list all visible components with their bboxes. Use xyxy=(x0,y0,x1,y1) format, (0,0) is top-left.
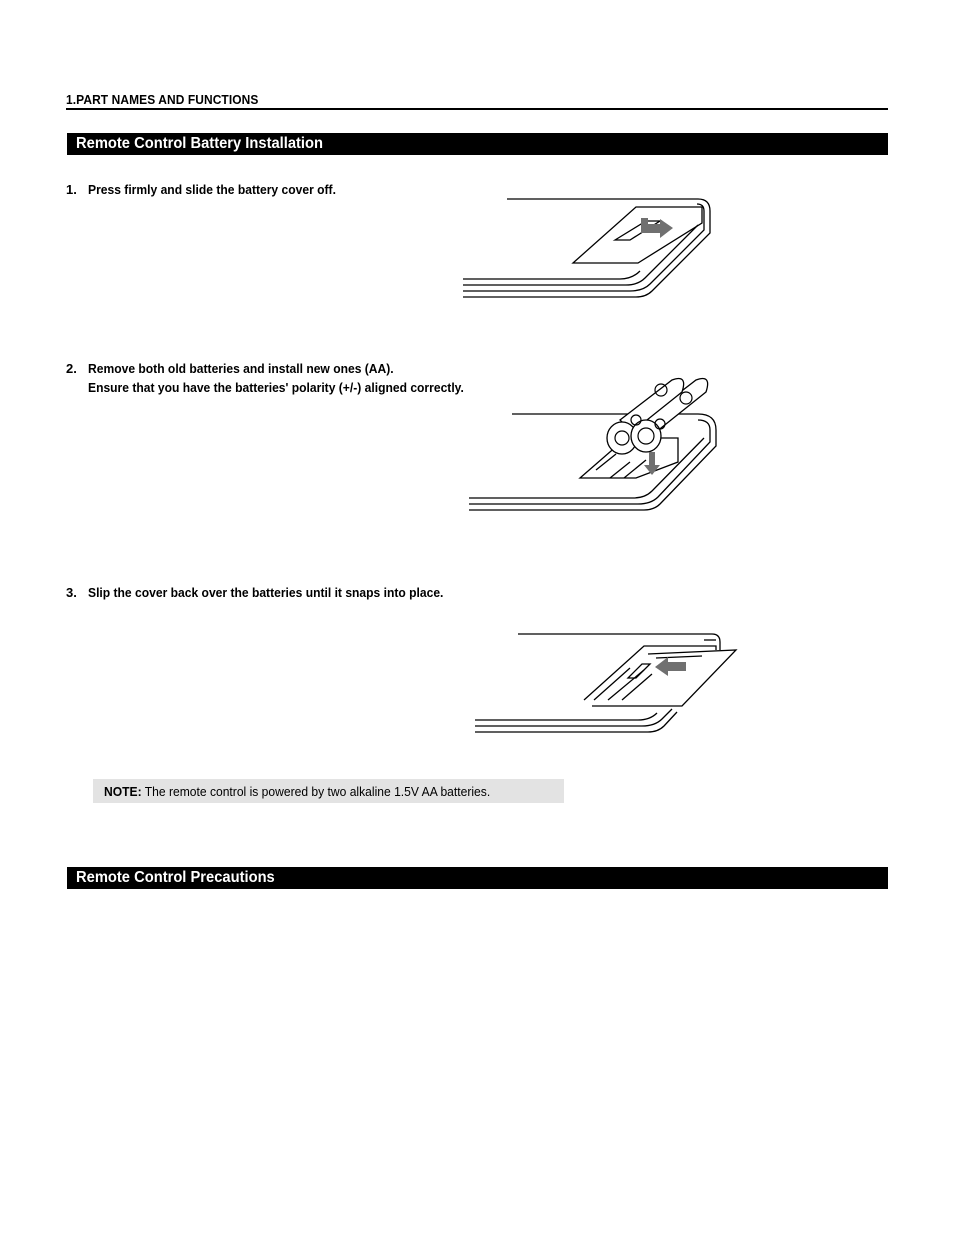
step-text: Slip the cover back over the batteries until it snaps into place. xyxy=(88,585,444,600)
section-heading-precautions xyxy=(67,867,888,889)
section-heading-battery-installation xyxy=(67,133,888,155)
note-text: The remote control is powered by two alkaline 1.5V AA batteries. xyxy=(141,784,491,799)
section-title: Remote Control Precautions xyxy=(76,869,275,886)
chapter-rule xyxy=(66,108,888,110)
step-text-line-1: Remove both old batteries and install new ones (AA). xyxy=(88,361,394,376)
note-label: NOTE: xyxy=(104,784,142,799)
remote-cover-slide-on-illustration xyxy=(472,630,742,740)
section-title: Remote Control Battery Installation xyxy=(76,135,324,152)
chapter-heading: 1.PART NAMES AND FUNCTIONS xyxy=(66,92,259,107)
remote-cover-slide-off-illustration xyxy=(460,195,720,305)
step-text-line-2: Ensure that you have the batteries' polarity (+/-) aligned correctly. xyxy=(88,380,464,395)
step-number: 3. xyxy=(66,585,77,600)
step-number: 2. xyxy=(66,361,77,376)
step-text: Press firmly and slide the battery cover off. xyxy=(88,182,336,197)
step-number: 1. xyxy=(66,182,77,197)
note-box xyxy=(93,779,564,803)
remote-battery-insert-illustration xyxy=(466,380,726,520)
